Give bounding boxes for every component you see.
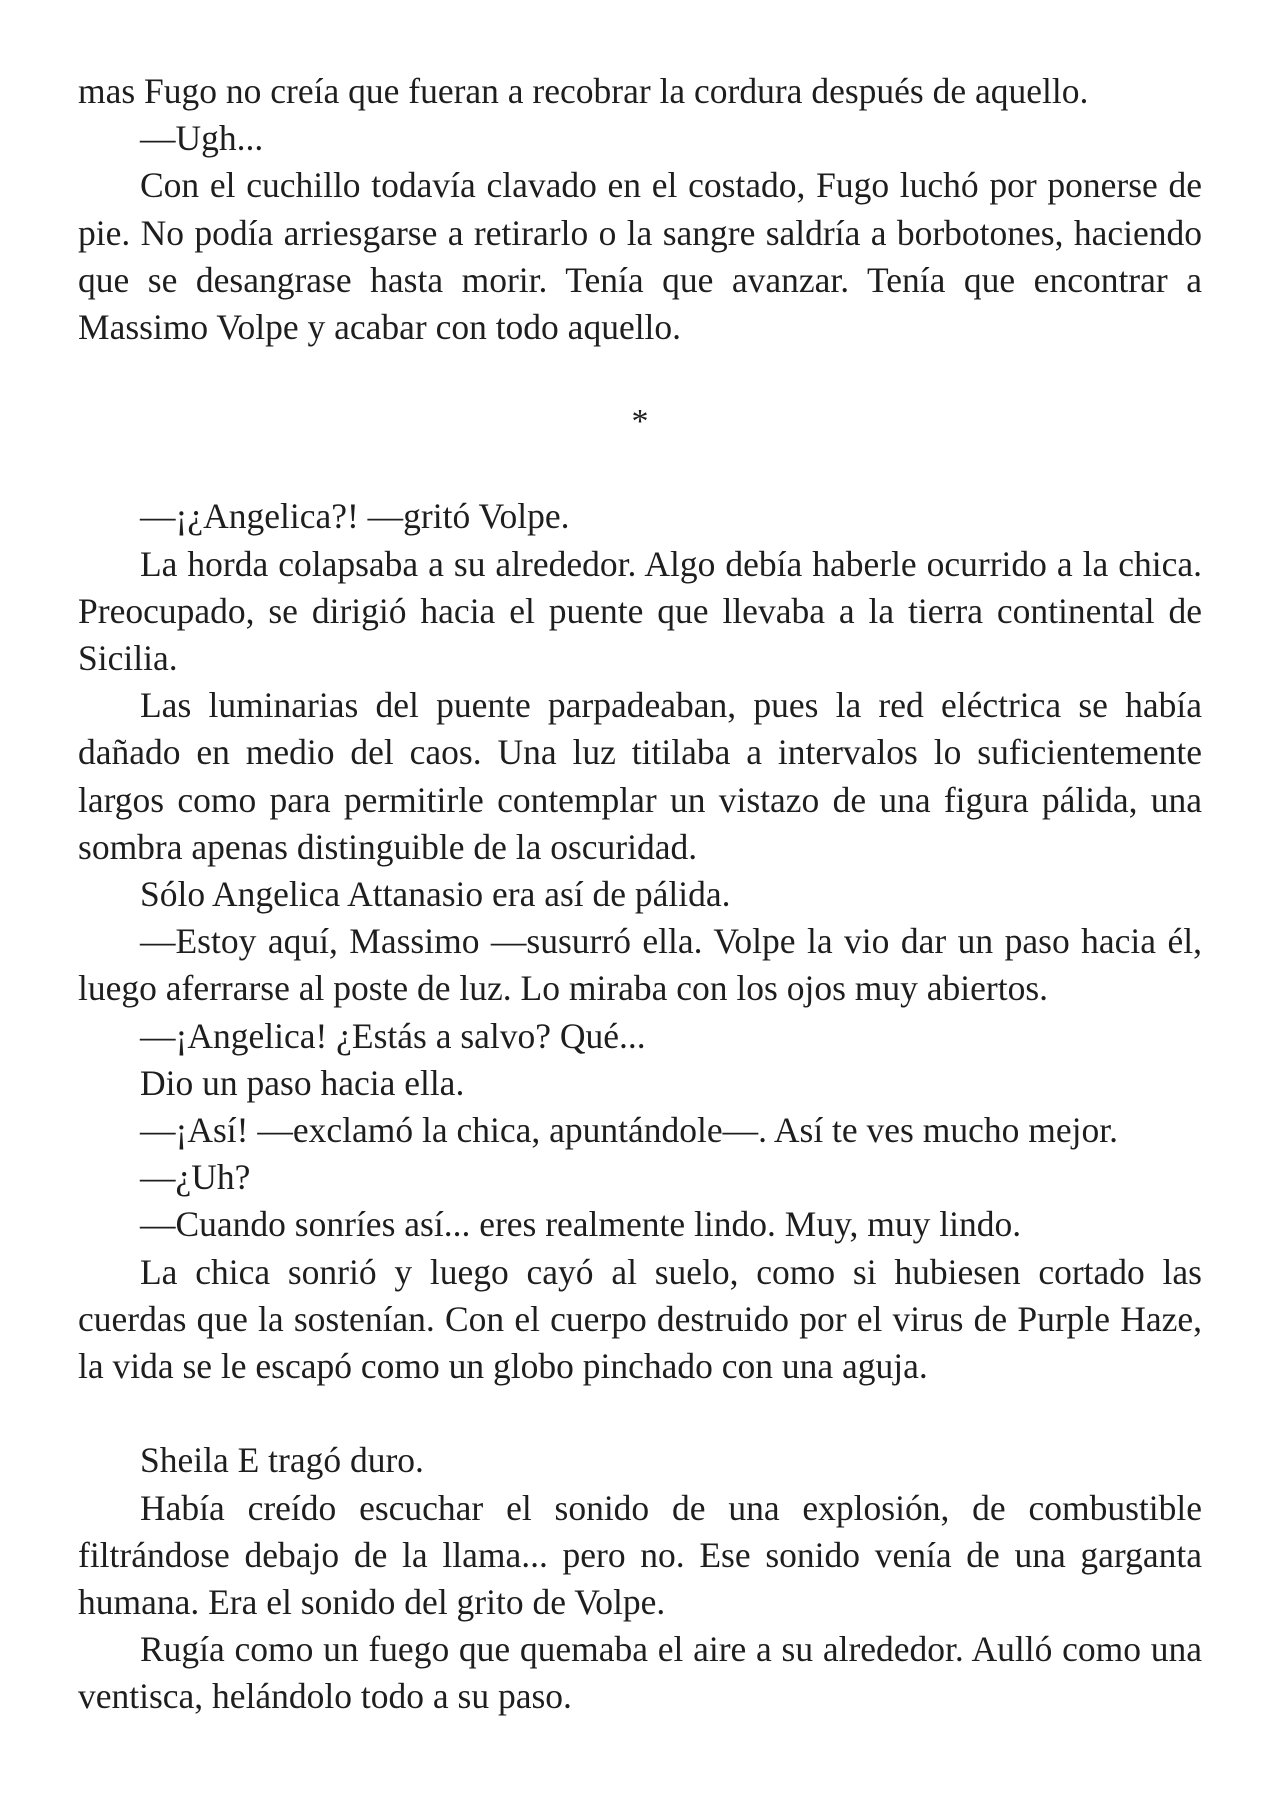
paragraph: Rugía como un fuego que quemaba el aire a su alrededor. Aulló como una ventisca, helándolo todo a su paso.	[78, 1629, 1202, 1717]
paragraph: Las luminarias del puente parpadeaban, pues la red eléctrica se había dañado en medio del caos. Una luz titilaba a intervalos lo suficientemente largos como para permitirle contemplar un vistazo de una figura pálida, una sombra apenas distinguible de la oscuridad.	[78, 685, 1202, 867]
scene-separator: *	[631, 403, 649, 441]
paragraph: Sheila E tragó duro.	[140, 1440, 424, 1481]
paragraph: mas Fugo no creía que fueran a recobrar la cordura después de aquello.	[78, 71, 1089, 111]
paragraph: —¡Angelica! ¿Estás a salvo? Qué...	[140, 1015, 646, 1056]
paragraph: Dio un paso hacia ella.	[140, 1062, 465, 1103]
paragraph: —Estoy aquí, Massimo —susurró ella. Volpe la vio dar un paso hacia él, luego aferrarse al poste de luz. Lo miraba con los ojos muy abiertos.	[78, 921, 1202, 1009]
paragraph: —¡Así! —exclamó la chica, apuntándole—. Así te ves mucho mejor.	[140, 1110, 1118, 1151]
paragraph: —¡¿Angelica?! —gritó Volpe.	[140, 496, 570, 537]
paragraph: Había creído escuchar el sonido de una explosión, de combustible filtrándose debajo de la llama... pero no. Ese sonido venía de una garganta humana. Era el sonido del grito de Volpe.	[78, 1487, 1202, 1623]
paragraph: —¿Uh?	[140, 1157, 251, 1198]
paragraph: Con el cuchillo todavía clavado en el costado, Fugo luchó por ponerse de pie. No podía arriesgarse a retirarlo o la sangre saldría a borbotones, haciendo que se desangrase hasta morir. Tenía que avanzar. Tenía que encontrar a Massimo Volpe y acabar con todo aquello.	[78, 165, 1202, 348]
paragraph: La chica sonrió y luego cayó al suelo, como si hubiesen cortado las cuerdas que la sostenían. Con el cuerpo destruido por el virus de Purple Haze, la vida se le escapó como un globo pinchado con una aguja.	[78, 1251, 1202, 1387]
paragraph: —Cuando sonríes así... eres realmente lindo. Muy, muy lindo.	[140, 1204, 1022, 1245]
section-gap	[78, 1390, 1202, 1437]
paragraph: —Ugh...	[140, 118, 264, 159]
paragraph: La horda colapsaba a su alrededor. Algo debía haberle ocurrido a la chica. Preocupado, se dirigió hacia el puente que llevaba a la tierra continental de Sicilia.	[78, 543, 1202, 679]
paragraph: Sólo Angelica Attanasio era así de pálida.	[140, 874, 731, 915]
